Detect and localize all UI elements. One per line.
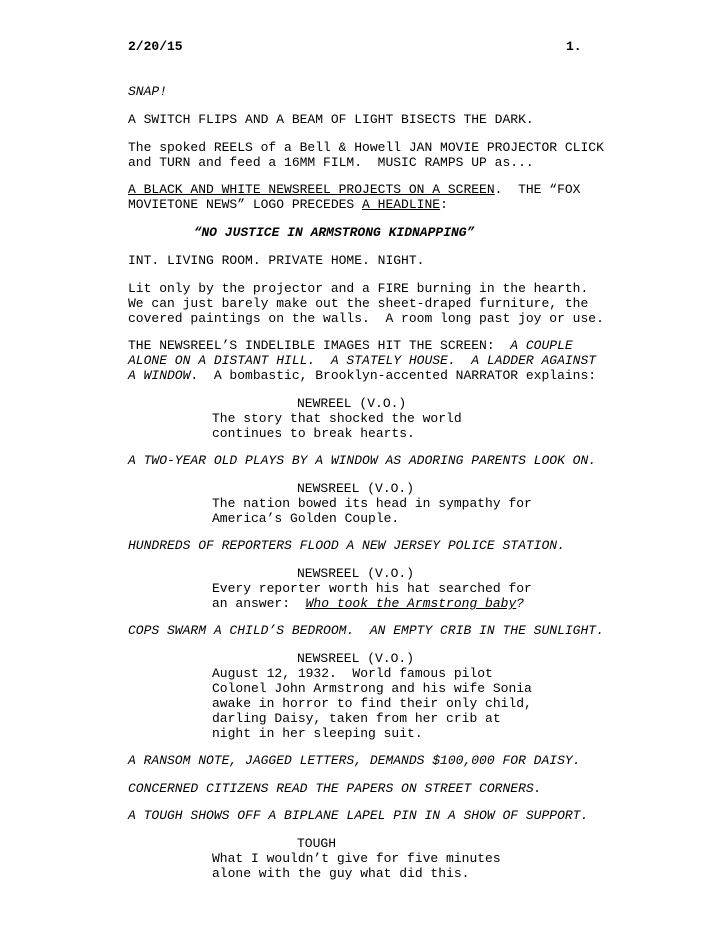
dialogue-line: August 12, 1932. World famous pilot — [212, 666, 493, 681]
action-line: covered paintings on the walls. A room long past joy or use. — [128, 311, 604, 326]
action-line — [128, 368, 596, 383]
dialogue-line: Colonel John Armstrong and his wife Sonia — [212, 681, 532, 696]
action-line: SNAP! — [128, 84, 168, 99]
dialogue-line: The story that shocked the world — [212, 411, 462, 426]
underlined-text: A HEADLINE — [362, 197, 441, 212]
dialogue-line: awake in horror to find their only child, — [212, 696, 532, 711]
dialogue-line: night in her sleeping suit. — [212, 726, 423, 741]
italic-text: ? — [516, 596, 525, 611]
action-line: A RANSOM NOTE, JAGGED LETTERS, DEMANDS $100,000 FOR DAISY. — [128, 753, 581, 768]
action-line: We can just barely make out the sheet-draped furniture, the — [128, 296, 589, 311]
text-span: THE NEWSREEL’S INDELIBLE IMAGES HIT THE SCREEN: — [128, 338, 511, 353]
header-page-number: 1. — [566, 39, 582, 54]
header-date: 2/20/15 — [128, 39, 183, 54]
italic-text: A COUPLE — [510, 338, 573, 353]
action-line: HUNDREDS OF REPORTERS FLOOD A NEW JERSEY POLICE STATION. — [128, 538, 565, 553]
character-name: NEWREEL (V.O.) — [297, 396, 407, 411]
text-span: . A bombastic, Brooklyn-accented NARRATOR explains: — [190, 368, 597, 383]
action-line — [128, 338, 573, 353]
action-line: COPS SWARM A CHILD’S BEDROOM. AN EMPTY CRIB IN THE SUNLIGHT. — [128, 623, 604, 638]
dialogue-line: What I wouldn’t give for five minutes — [212, 851, 501, 866]
text-span: . THE “FOX — [494, 182, 581, 197]
action-line: Lit only by the projector and a FIRE burning in the hearth. — [128, 281, 589, 296]
dialogue-line — [212, 596, 524, 611]
dialogue-line: Every reporter worth his hat searched for — [212, 581, 532, 596]
dialogue-line: darling Daisy, taken from her crib at — [212, 711, 501, 726]
character-name: NEWSREEL (V.O.) — [297, 481, 415, 496]
action-line: A TWO-YEAR OLD PLAYS BY A WINDOW AS ADORING PARENTS LOOK ON. — [128, 453, 597, 468]
action-line — [128, 182, 581, 197]
action-line: and TURN and feed a 16MM FILM. MUSIC RAMPS UP as... — [128, 155, 534, 170]
dialogue-line: America’s Golden Couple. — [212, 511, 400, 526]
dialogue-line: The nation bowed its head in sympathy for — [212, 496, 532, 511]
character-name: TOUGH — [297, 836, 337, 851]
action-line: A TOUGH SHOWS OFF A BIPLANE LAPEL PIN IN A SHOW OF SUPPORT. — [128, 808, 589, 823]
character-name: NEWSREEL (V.O.) — [297, 566, 415, 581]
character-name: NEWSREEL (V.O.) — [297, 651, 415, 666]
underlined-text: A BLACK AND WHITE NEWSREEL PROJECTS ON A SCREEN — [128, 182, 495, 197]
italic-text: A WINDOW — [128, 368, 191, 383]
headline: “NO JUSTICE IN ARMSTRONG KIDNAPPING” — [193, 225, 475, 240]
scene-heading: INT. LIVING ROOM. PRIVATE HOME. NIGHT. — [128, 253, 425, 268]
dialogue-line: alone with the guy what did this. — [212, 866, 470, 881]
action-line: A SWITCH FLIPS AND A BEAM OF LIGHT BISECTS THE DARK. — [128, 112, 534, 127]
action-line: CONCERNED CITIZENS READ THE PAPERS ON STREET CORNERS. — [128, 781, 542, 796]
action-line: The spoked REELS of a Bell & Howell JAN MOVIE PROJECTOR CLICK — [128, 140, 604, 155]
text-span: : — [440, 197, 448, 212]
action-line: ALONE ON A DISTANT HILL. A STATELY HOUSE. A LADDER AGAINST — [128, 353, 597, 368]
text-span: MOVIETONE NEWS” LOGO PRECEDES — [128, 197, 363, 212]
dialogue-line: continues to break hearts. — [212, 426, 415, 441]
action-line — [128, 197, 448, 212]
italic-underlined-text: Who took the Armstrong baby — [305, 596, 517, 611]
text-span: an answer: — [212, 596, 306, 611]
